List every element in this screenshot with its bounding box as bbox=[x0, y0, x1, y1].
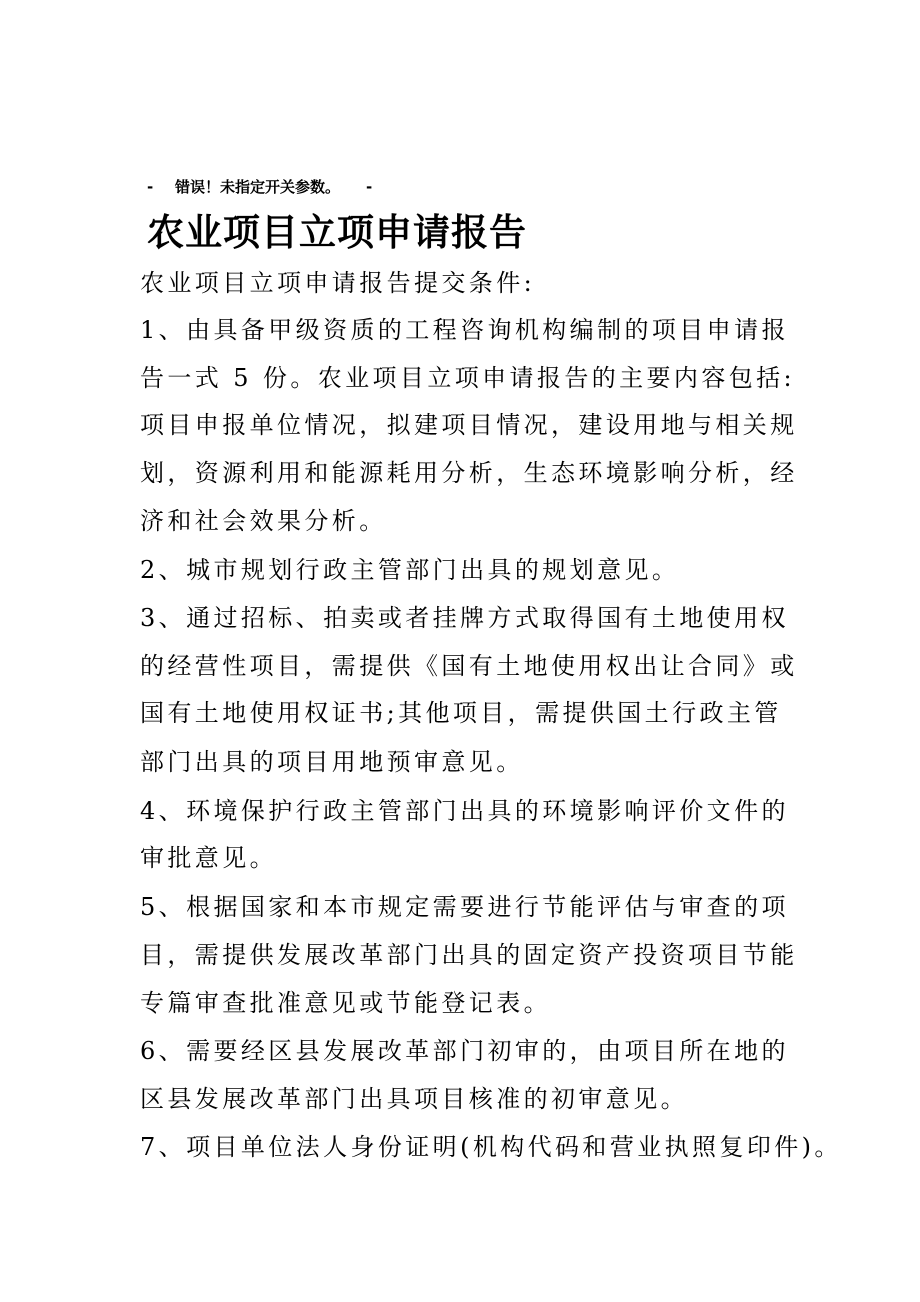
text-line: 项目申报单位情况，拟建项目情况，建设用地与相关规 bbox=[140, 411, 798, 439]
header-dash-left: - bbox=[147, 178, 154, 196]
intro-paragraph: 农业项目立项申请报告提交条件: bbox=[140, 269, 536, 297]
header-error-text: 错误！未指定开关参数。 bbox=[175, 178, 341, 196]
text-line: 国有土地使用权证书;其他项目，需提供国土行政主管 bbox=[140, 699, 782, 727]
header-dash-right: - bbox=[366, 178, 373, 196]
text-line: 告一式 5 份。农业项目立项申请报告的主要内容包括: bbox=[140, 364, 796, 392]
text-line: 6、需要经区县发展改革部门初审的，由项目所在地的 bbox=[140, 1037, 789, 1065]
text-line: 区县发展改革部门出具项目核准的初审意见。 bbox=[140, 1085, 688, 1113]
text-line: 审批意见。 bbox=[140, 844, 277, 872]
text-line: 专篇审查批准意见或节能登记表。 bbox=[140, 989, 551, 1017]
text-line: 5、根据国家和本市规定需要进行节能评估与审查的项 bbox=[140, 893, 789, 921]
text-line: 2、城市规划行政主管部门出具的规划意见。 bbox=[140, 556, 680, 584]
text-line: 划，资源利用和能源耗用分析，生态环境影响分析，经 bbox=[140, 459, 798, 487]
page-header bbox=[147, 176, 378, 198]
document-title: 农业项目立项申请报告 bbox=[147, 211, 527, 254]
text-line: 部门出具的项目用地预审意见。 bbox=[140, 748, 524, 776]
text-line: 济和社会效果分析。 bbox=[140, 507, 387, 535]
text-line: 3、通过招标、拍卖或者挂牌方式取得国有土地使用权 bbox=[140, 604, 789, 632]
text-line: 目，需提供发展改革部门出具的固定资产投资项目节能 bbox=[140, 941, 798, 969]
text-line: 4、环境保护行政主管部门出具的环境影响评价文件的 bbox=[140, 797, 789, 825]
text-line: 1、由具备甲级资质的工程咨询机构编制的项目申请报 bbox=[140, 316, 789, 344]
text-line: 的经营性项目，需提供《国有土地使用权出让合同》或 bbox=[140, 652, 798, 680]
text-line: 7、项目单位法人身份证明(机构代码和营业执照复印件)。 bbox=[140, 1133, 842, 1161]
